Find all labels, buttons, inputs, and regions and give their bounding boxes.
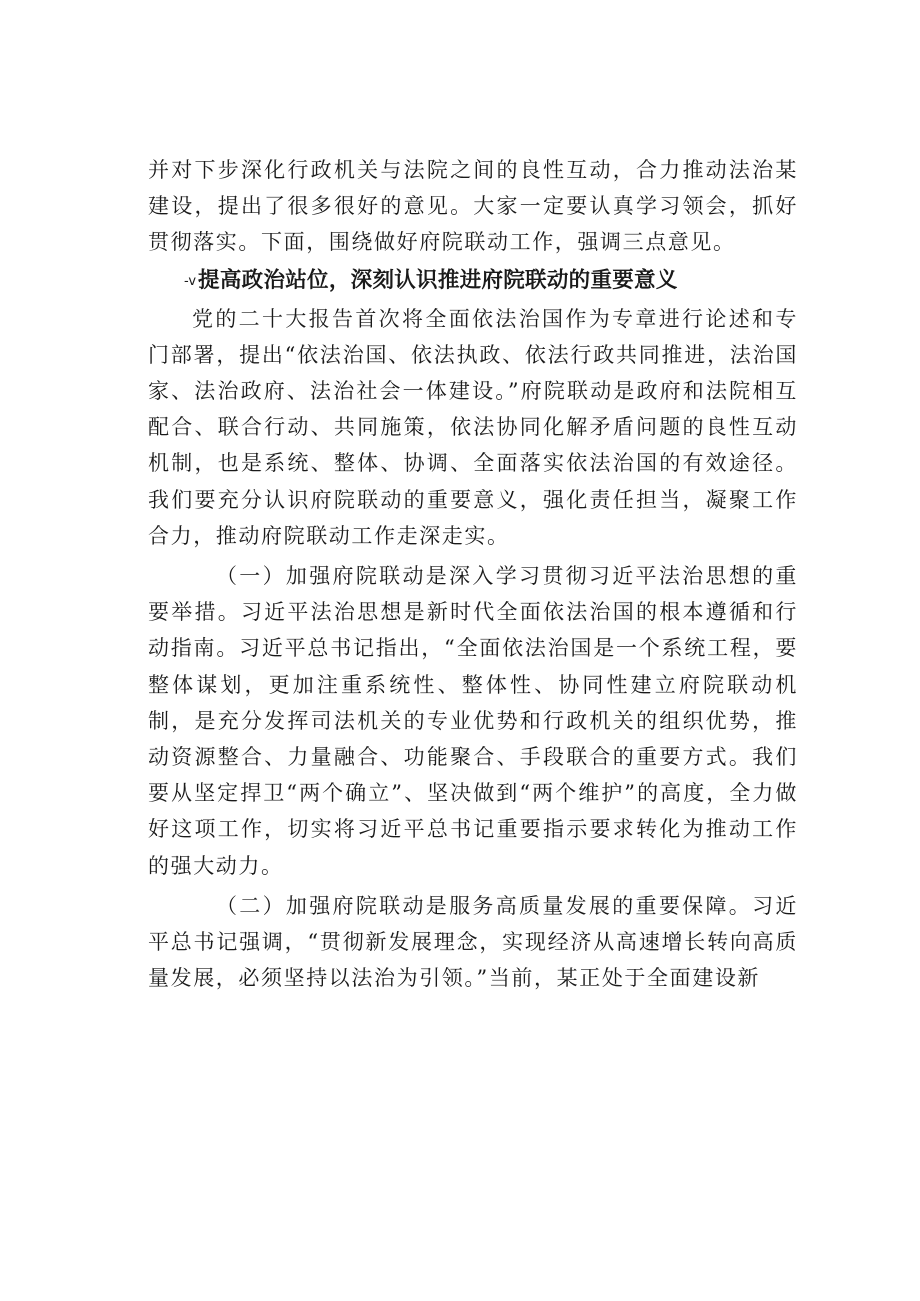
- section-heading: [148, 264, 798, 299]
- body-paragraph-1: 党的二十大报告首次将全面依法治国作为专章进行论述和专门部署，提出“依法治国、依法执政、依法行政共同推进，法治国家、法治政府、法治社会一体建设。”府院联动是政府和法院相互配合、联合行动、共同施策，依法协同化解矛盾问题的良性互动机制，也是系统、整体、协调、全面落实依法治国的有效途径。我们要充分认识府院联动的重要意义，强化责任担当，凝聚工作合力，推动府院联动工作走深走实。: [148, 306, 798, 548]
- body-paragraph-2: （一）加强府院联动是深入学习贯彻习近平法治思想的重要举措。习近平法治思想是新时代全面依法治国的根本遵循和行动指南。习近平总书记指出，“全面依法治国是一个系统工程，要整体谋划，更加注重系统性、整体性、协同性建立府院联动机制，是充分发挥司法机关的专业优势和行政机关的组织优势，推动资源整合、力量融合、功能聚合、手段联合的重要方式。我们要从坚定捍卫“两个确立”、坚决做到“两个维护”的高度，全力做好这项工作，切实将习近平总书记重要指示要求转化为推动工作的强大动力。: [148, 564, 798, 878]
- body-paragraph-3: （二）加强府院联动是服务高质量发展的重要保障。习近平总书记强调，“贯彻新发展理念，实现经济从高速增长转向高质量发展，必须坚持以法治为引领。”当前，某正处于全面建设新: [148, 893, 798, 991]
- intro-paragraph: 并对下步深化行政机关与法院之间的良性互动，合力推动法治某建设，提出了很多很好的意见。大家一定要认真学习领会，抓好贯彻落实。下面，围绕做好府院联动工作，强调三点意见。: [148, 158, 798, 255]
- heading-text: 提高政治站位，深刻认识推进府院联动的重要意义: [198, 267, 678, 293]
- heading-prefix: -v: [184, 273, 197, 289]
- document-page: [148, 152, 798, 996]
